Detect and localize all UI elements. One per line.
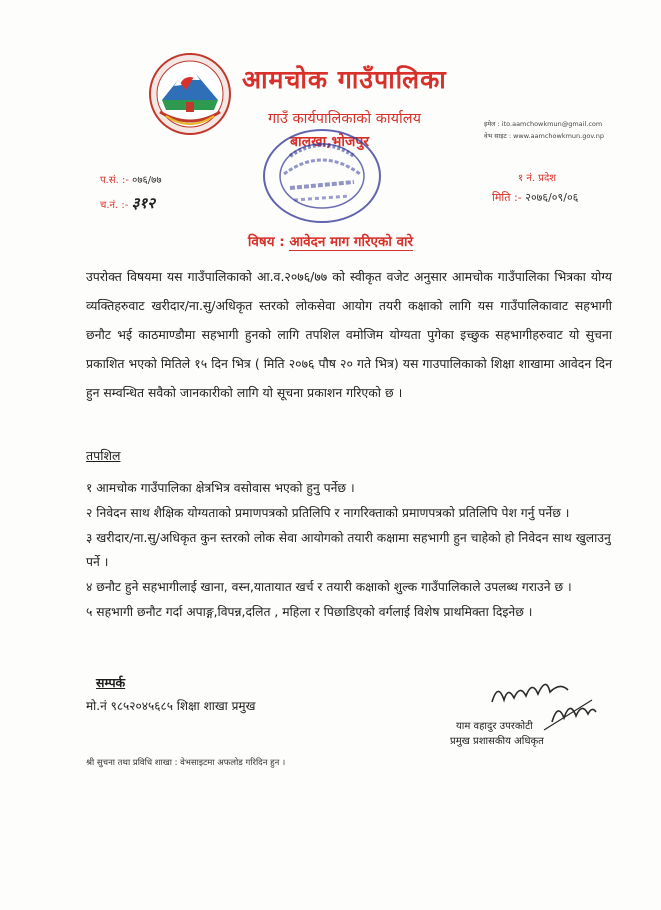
letterhead-title: आमचोक गाउँपालिका — [242, 65, 447, 94]
tapsil-heading: तपशिल — [86, 448, 121, 463]
date-value: २०७६/०९/०६ — [525, 191, 579, 204]
website-text: वेभ साइट : www.aamchowkmun.gov.np — [484, 132, 604, 140]
list-item: १ आमचोक गाउँपालिका क्षेत्रभित्र वसोवास भएको हुनु पर्नेछ । — [86, 481, 355, 495]
contact-info — [484, 118, 604, 142]
dispatch-number-label: च.नं. :- — [100, 200, 129, 211]
signatory-title: प्रमुख प्रशासकीय अधिकृत — [450, 736, 544, 747]
letterhead-subtitle: गाउँ कार्यपालिकाको कार्यालय — [268, 111, 422, 127]
subject-line — [0, 232, 661, 250]
list-item: ३ खरीदार/ना.सु/अधिकृत कुन स्तरको लोक सेवा आयोगको तयारी कक्षामा सहभागी हुन चाहेको हो निवेदन साथ खुलाउनु पर्ने । — [86, 531, 611, 569]
date-label: मिति :- — [492, 191, 522, 204]
contact-phone: मो.नं ९८५२०४५६८५ शिक्षा शाखा प्रमुख — [86, 699, 256, 713]
contact-heading: सम्पर्क — [96, 675, 126, 690]
tapsil-list — [86, 476, 614, 625]
province-text: १ नं. प्रदेश — [518, 173, 557, 184]
signatory-name: याम वहादुर उपरकोटी — [456, 721, 533, 732]
subject-label: विषय : — [247, 234, 285, 250]
list-item: २ निवेदन साथ शैक्षिक योग्यताको प्रमाणपत्रको प्रतिलिपि र नागरिक्ताको प्रमाणपत्रको प्रतिलिपि पेश गर्नु पर्नेछ । — [86, 506, 570, 520]
reference-block — [100, 170, 162, 217]
letterhead-address: बालखा,भोजपुर — [290, 134, 370, 150]
subject-text: आवेदन माग गरिएको वारे — [289, 234, 414, 250]
list-item: ५ सहभागी छनौट गर्दा अपाङ्ग,विपन्न,दलित , महिला र पिछाडिएको वर्गलाई विशेष प्राथमिक्ता दिइनेछ । — [86, 605, 533, 619]
dispatch-number-value: ३१२ — [131, 194, 156, 212]
municipality-emblem-logo — [148, 52, 232, 136]
official-stamp — [260, 126, 384, 226]
email-text: इमेल : ito.aamchowkmun@gmail.com — [484, 120, 603, 128]
letter-body: उपरोक्त विषयमा यस गाउँपालिकाको आ.व.२०७६/७७ को स्वीकृत वजेट अनुसार आमचोक गाउँपालिका भित्रका योग्य व्यक्तिहरुवाट खरीदार/ना.सु/अधिकृत स्तरको लोकसेवा आयोग तयरी कक्षाको लागि यस गाउँपालिकावाट सहभागी छनौट भई काठमाण्डौमा सहभागी हुनको लागि तपशिल वमोजिम योग्यता पुगेका इच्छुक सहभागीहरुवाट यो सुचना प्रकाशित भएको मितिले १५ दिन भित्र ( मिति २०७६ पौष २० गते भित्र) यस गाउपालिकाको शिक्षा शाखामा आवेदन दिन हुन सम्वन्धित सवैको जानकारीको लागि यो सूचना प्रकाशन गरिएको छ । — [86, 269, 612, 400]
list-item: ४ छनौट हुने सहभागीलाई खाना, वस्न,यातायात खर्च र तयारी कक्षाको शुल्क गाउँपालिकाले उपलब्ध गराउने छ । — [86, 580, 572, 594]
fiscal-year-label: प.सं. :- — [100, 175, 129, 186]
letter-date — [492, 190, 578, 205]
footer-note: श्री सुचना तथा प्रविधि शाखा : वेभसाइटमा अफलोड गरिदिन हुन । — [86, 758, 286, 768]
fiscal-year-value: ०७६/७७ — [132, 175, 162, 186]
